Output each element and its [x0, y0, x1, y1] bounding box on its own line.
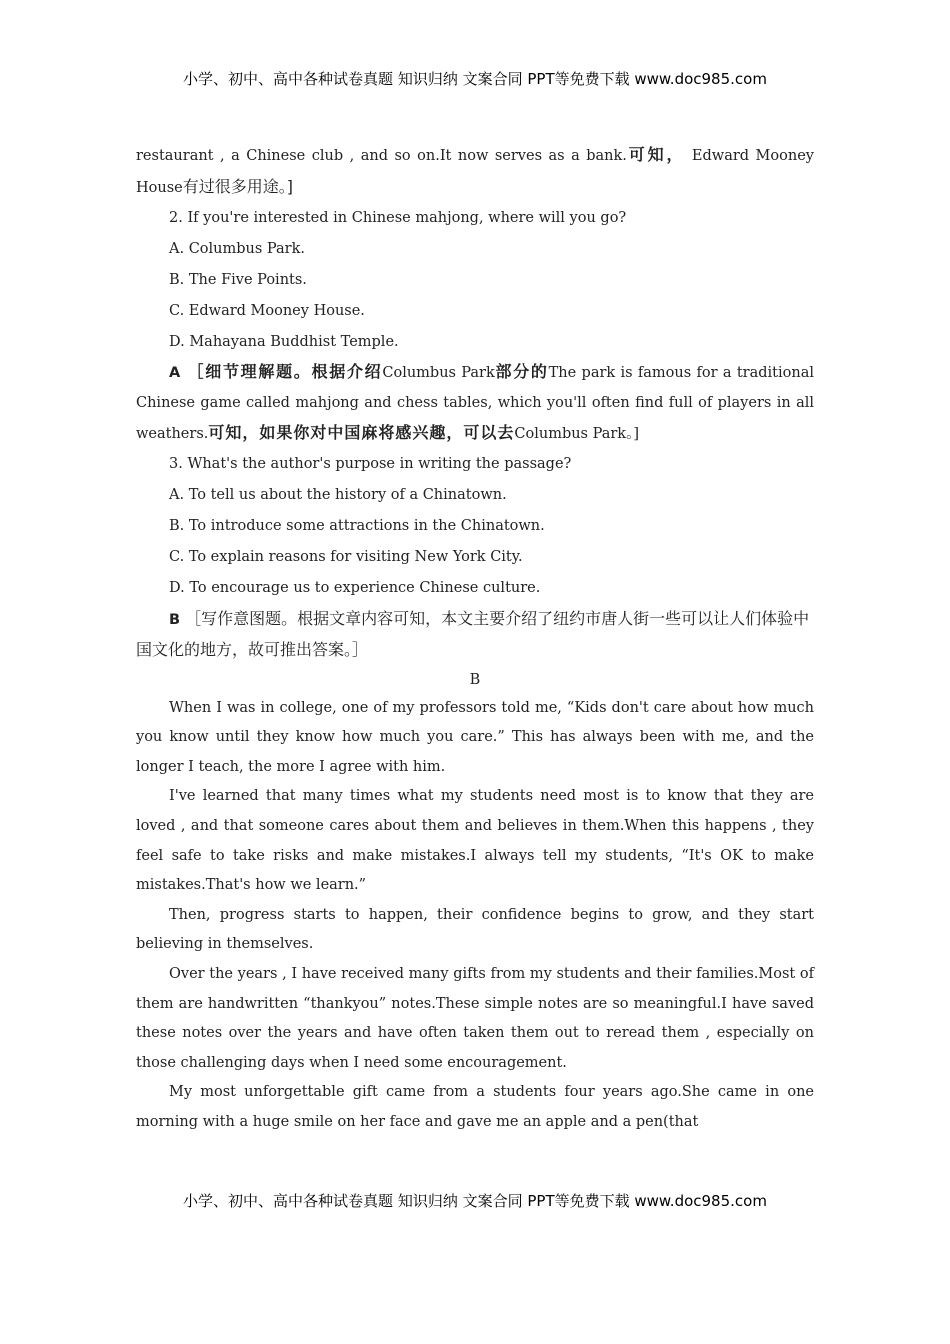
q2-option-b: B. The Five Points.	[169, 271, 307, 288]
q2-exp-en-3: Columbus Park。]	[514, 426, 639, 443]
q2-explanation	[136, 357, 814, 449]
q3-answer: B	[169, 611, 181, 628]
passage-b-title: B	[469, 671, 481, 688]
question-2: 2. If you're interested in Chinese mahjong, where will you go?	[169, 210, 627, 227]
passage-b-paragraph-4: Over the years , I have received many gifts from my students and their families.Most of them are handwritten “thankyou” notes.These simple notes are so meaningful.I have saved these notes over the years and have often taken them out to reread them , especially on those challenging days when I need some encouragement.	[136, 965, 814, 1071]
q3-option-a: A. To tell us about the history of a Chinatown.	[169, 487, 507, 504]
page-footer: 小学、初中、高中各种试卷真题 知识归纳 文案合同 PPT等免费下载 www.doc985.com	[183, 1192, 767, 1210]
passage-b-paragraph-3: Then, progress starts to happen, their confidence begins to grow, and they start believing in themselves.	[136, 906, 814, 953]
page-header: 小学、初中、高中各种试卷真题 知识归纳 文案合同 PPT等免费下载 www.doc985.com	[183, 70, 767, 88]
q3-explanation	[136, 604, 814, 666]
q2-answer: A	[169, 365, 181, 382]
q3-option-c: C. To explain reasons for visiting New York City.	[169, 548, 523, 565]
q2-exp-en-2: The park is famous for a traditional Chinese game called mahjong and chess tables, which you'll often find full of players in all weathers.	[136, 365, 814, 443]
document-body	[136, 140, 814, 1137]
q3-exp-text: ［写作意图题。根据文章内容可知，本文主要介绍了纽约市唐人街一些可以让人们体验中国文化的地方，故可推出答案。］	[136, 608, 810, 659]
q1-explanation-tail	[136, 140, 814, 203]
passage-b-paragraph-2: I've learned that many times what my students need most is to know that they are loved , and that someone cares about them and believes in them.When this happens , they feel safe to take risks and make mistakes.I always tell my students, “It's OK to make mistakes.That's how we learn.”	[136, 788, 814, 894]
passage-b-paragraph-1: When I was in college, one of my professors told me, “Kids don't care about how much you know until they know how much you care.” This has always been with me, and the longer I teach, the more I agree with him.	[136, 699, 814, 775]
q2-option-c: C. Edward Mooney House.	[169, 302, 365, 319]
q2-option-d: D. Mahayana Buddhist Temple.	[169, 333, 399, 350]
q1-tail-chinese: 可知，	[626, 145, 686, 164]
q2-option-a: A. Columbus Park.	[169, 241, 305, 258]
q1-tail-english-2: Edward Mooney House	[136, 148, 814, 196]
q2-exp-cn-1: ［细节理解题。根据介绍	[180, 362, 383, 382]
question-3: 3. What's the author's purpose in writing the passage?	[169, 456, 572, 473]
q2-exp-cn-2: 部分的	[494, 362, 549, 382]
q3-option-b: B. To introduce some attractions in the Chinatown.	[169, 518, 545, 535]
q2-exp-en-1: Columbus Park	[382, 365, 495, 382]
q2-exp-cn-3: 可知，如果你对中国麻将感兴趣，可以去	[208, 423, 515, 443]
q3-option-d: D. To encourage us to experience Chinese culture.	[169, 579, 541, 596]
passage-b-paragraph-5: My most unforgettable gift came from a students four years ago.She came in one morning with a huge smile on her face and gave me an apple and a pen(that	[136, 1084, 814, 1130]
q1-tail-english: restaurant , a Chinese club , and so on.It now serves as a bank.	[136, 148, 627, 164]
q1-tail-chinese-2: 有过很多用途。]	[182, 176, 293, 196]
